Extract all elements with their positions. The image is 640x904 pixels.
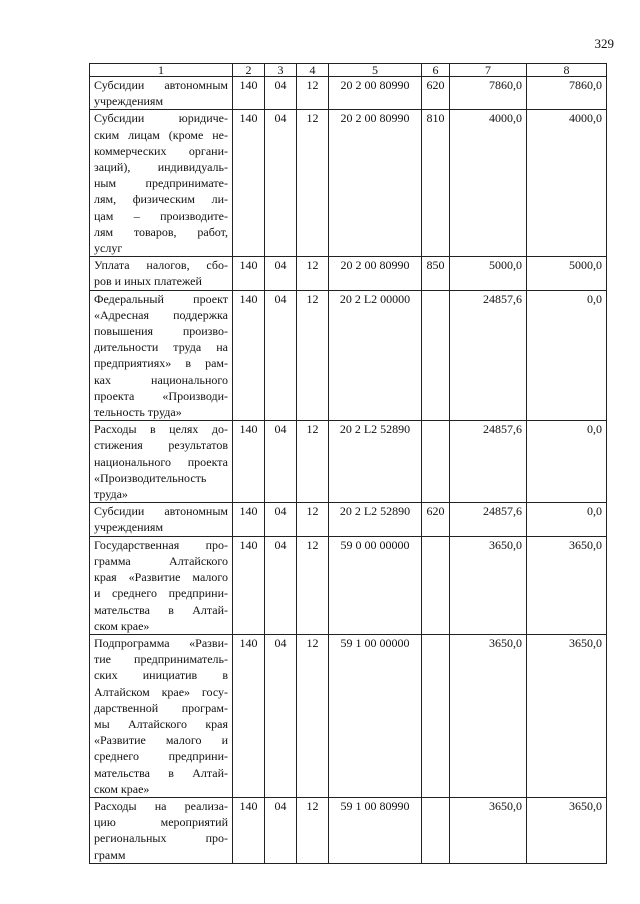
code-gr-cell: 140 (233, 421, 265, 503)
column-header-6: 6 (422, 64, 450, 77)
code-vr-cell: 850 (422, 257, 450, 290)
row-name-line: Расходы на реализа- (94, 798, 228, 813)
row-name-line: ских инициатив в (94, 668, 228, 683)
code-gr-cell: 140 (233, 797, 265, 863)
table-row (90, 110, 607, 257)
column-header-7: 7 (450, 64, 527, 77)
code-gr-cell: 140 (233, 503, 265, 536)
amount-year1-cell: 3650,0 (450, 536, 527, 634)
row-name-line: Государственная про- (94, 537, 228, 552)
row-name-line: «Производительность (94, 470, 207, 485)
row-name-line: услуг (94, 241, 123, 256)
code-rz-cell: 04 (265, 110, 297, 257)
row-name-line: учреждениям (94, 520, 164, 535)
code-vr-cell: 620 (422, 77, 450, 110)
row-name-line: дительности труда на (94, 340, 228, 355)
code-rz-cell: 04 (265, 257, 297, 290)
amount-year2-cell: 0,0 (527, 421, 607, 503)
row-name-cell (90, 503, 233, 536)
code-pr-cell: 12 (297, 257, 329, 290)
amount-year2-cell: 7860,0 (527, 77, 607, 110)
row-name-line: Уплата налогов, сбо- (94, 258, 228, 273)
row-name-line: труда» (94, 487, 128, 502)
column-header-1: 1 (90, 64, 233, 77)
column-header-3: 3 (265, 64, 297, 77)
row-name-line: тие предприниматель- (94, 652, 228, 667)
code-pr-cell: 12 (297, 634, 329, 797)
column-header-4: 4 (297, 64, 329, 77)
table-row (90, 290, 607, 421)
code-pr-cell: 12 (297, 797, 329, 863)
code-vr-cell: 620 (422, 503, 450, 536)
code-rz-cell: 04 (265, 503, 297, 536)
row-name-line: Подпрограмма «Разви- (94, 635, 228, 650)
code-pr-cell: 12 (297, 110, 329, 257)
row-name-line: повышения произво- (94, 324, 228, 339)
row-name-line: мы Алтайского края (94, 716, 228, 731)
code-csr-cell: 59 1 00 00000 (329, 634, 422, 797)
row-name-line: мательства в Алтай- (94, 602, 228, 617)
table-body (90, 77, 607, 864)
header-row (90, 64, 607, 77)
amount-year2-cell: 0,0 (527, 503, 607, 536)
code-pr-cell: 12 (297, 421, 329, 503)
code-gr-cell: 140 (233, 536, 265, 634)
row-name-cell (90, 421, 233, 503)
row-name-line: мательства в Алтай- (94, 765, 228, 780)
row-name-line: ском крае» (94, 781, 150, 796)
row-name-line: среднего предприни- (94, 749, 228, 764)
code-csr-cell: 20 2 L2 00000 (329, 290, 422, 421)
row-name-line: лям товаров, работ, (94, 224, 228, 239)
row-name-cell (90, 797, 233, 863)
row-name-line: «Адресная поддержка (94, 307, 228, 322)
code-rz-cell: 04 (265, 536, 297, 634)
row-name-cell (90, 536, 233, 634)
code-csr-cell: 20 2 00 80990 (329, 110, 422, 257)
code-rz-cell: 04 (265, 634, 297, 797)
column-header-5: 5 (329, 64, 422, 77)
row-name-cell (90, 290, 233, 421)
code-vr-cell: 810 (422, 110, 450, 257)
table-row (90, 77, 607, 110)
table-row (90, 536, 607, 634)
code-gr-cell: 140 (233, 634, 265, 797)
amount-year1-cell: 24857,6 (450, 421, 527, 503)
code-csr-cell: 20 2 L2 52890 (329, 503, 422, 536)
code-csr-cell: 20 2 00 80990 (329, 257, 422, 290)
row-name-line: ным предпринимате- (94, 176, 228, 191)
row-name-line: Федеральный проект (94, 291, 228, 306)
code-pr-cell: 12 (297, 77, 329, 110)
code-rz-cell: 04 (265, 290, 297, 421)
row-name-line: Алтайском крае» госу- (94, 684, 228, 699)
code-pr-cell: 12 (297, 536, 329, 634)
row-name-line: региональных про- (94, 831, 228, 846)
code-vr-cell (422, 536, 450, 634)
budget-table (89, 63, 607, 864)
row-name-line: предприятиях» в рам- (94, 356, 228, 371)
row-name-line: ском крае» (94, 618, 150, 633)
row-name-line: дарственной програм- (94, 700, 228, 715)
code-gr-cell: 140 (233, 77, 265, 110)
table-row (90, 421, 607, 503)
code-gr-cell: 140 (233, 110, 265, 257)
row-name-line: национального проекта (94, 454, 228, 469)
code-csr-cell: 20 2 L2 52890 (329, 421, 422, 503)
row-name-line: грамма Алтайского (94, 553, 228, 568)
row-name-line: ках национального (94, 372, 228, 387)
amount-year1-cell: 4000,0 (450, 110, 527, 257)
table-row (90, 503, 607, 536)
row-name-cell (90, 77, 233, 110)
row-name-cell (90, 110, 233, 257)
row-name-line: ским лицам (кроме не- (94, 127, 228, 142)
code-vr-cell (422, 797, 450, 863)
code-csr-cell: 20 2 00 80990 (329, 77, 422, 110)
code-vr-cell (422, 421, 450, 503)
amount-year1-cell: 5000,0 (450, 257, 527, 290)
amount-year2-cell: 0,0 (527, 290, 607, 421)
row-name-line: учреждениям (94, 94, 164, 109)
row-name-cell (90, 257, 233, 290)
row-name-line: коммерческих органи- (94, 143, 228, 158)
amount-year2-cell: 3650,0 (527, 797, 607, 863)
row-name-line: Субсидии юридиче- (94, 111, 228, 126)
row-name-line: лям, физическим ли- (94, 192, 228, 207)
row-name-line: цию мероприятий (94, 815, 228, 830)
amount-year1-cell: 24857,6 (450, 290, 527, 421)
amount-year1-cell: 24857,6 (450, 503, 527, 536)
code-csr-cell: 59 0 00 00000 (329, 536, 422, 634)
row-name-line: Субсидии автономным (94, 78, 228, 92)
row-name-line: заций), индивидуаль- (94, 160, 228, 175)
amount-year1-cell: 7860,0 (450, 77, 527, 110)
column-header-2: 2 (233, 64, 265, 77)
amount-year1-cell: 3650,0 (450, 634, 527, 797)
code-rz-cell: 04 (265, 77, 297, 110)
row-name-line: грамм (94, 847, 126, 862)
row-name-line: проекта «Производи- (94, 388, 228, 403)
table-row (90, 797, 607, 863)
code-rz-cell: 04 (265, 421, 297, 503)
code-pr-cell: 12 (297, 290, 329, 421)
code-pr-cell: 12 (297, 503, 329, 536)
row-name-line: Субсидии автономным (94, 504, 228, 519)
code-rz-cell: 04 (265, 797, 297, 863)
row-name-line: Расходы в целях до- (94, 422, 228, 437)
code-vr-cell (422, 634, 450, 797)
code-gr-cell: 140 (233, 257, 265, 290)
table-row (90, 257, 607, 290)
column-header-8: 8 (527, 64, 607, 77)
row-name-line: и среднего предприни- (94, 586, 228, 601)
amount-year2-cell: 4000,0 (527, 110, 607, 257)
code-csr-cell: 59 1 00 80990 (329, 797, 422, 863)
row-name-line: «Развитие малого и (94, 733, 228, 748)
code-vr-cell (422, 290, 450, 421)
amount-year2-cell: 5000,0 (527, 257, 607, 290)
code-gr-cell: 140 (233, 290, 265, 421)
amount-year2-cell: 3650,0 (527, 634, 607, 797)
amount-year1-cell: 3650,0 (450, 797, 527, 863)
row-name-line: ров и иных платежей (94, 274, 202, 289)
table-row (90, 634, 607, 797)
row-name-line: тельность труда» (94, 405, 182, 420)
row-name-line: цам – производите- (94, 208, 228, 223)
row-name-cell (90, 634, 233, 797)
page-number: 329 (594, 36, 614, 51)
amount-year2-cell: 3650,0 (527, 536, 607, 634)
row-name-line: стижения результатов (94, 438, 228, 453)
row-name-line: края «Развитие малого (94, 570, 228, 585)
